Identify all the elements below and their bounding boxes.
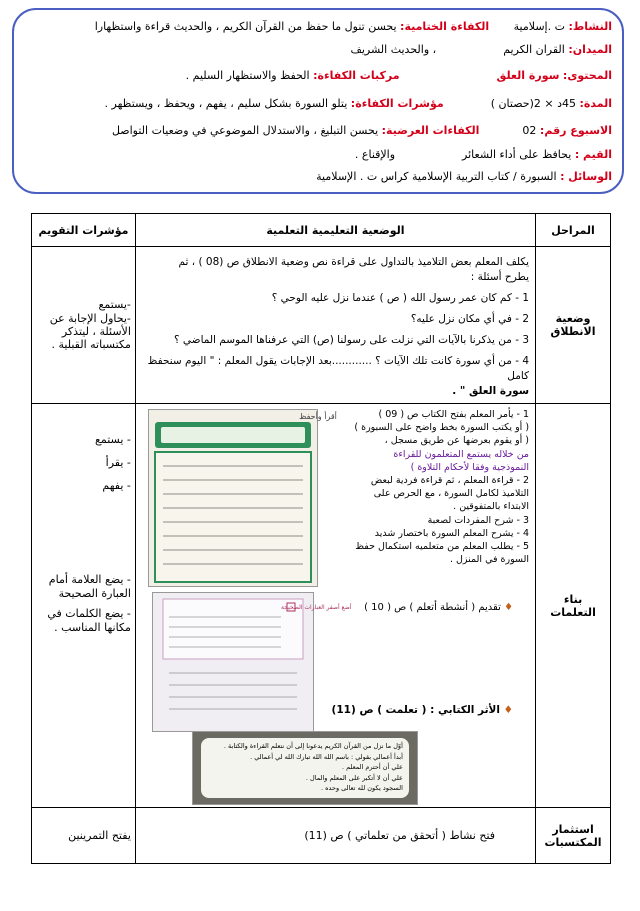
table-row-launch [32,247,611,404]
book-page-svg [149,410,337,586]
launch-line-2: 1 - كم كان عمر رسول الله ( ص ) عندما نزل عليه الوحي ؟ [271,292,530,304]
col-situation: الوضعية التعليمية التعلمية [135,214,535,247]
launch-line-3: 2 - في أي مكان نزل عليه؟ [410,313,530,325]
quiz-page-image [152,592,352,732]
quiz-page-svg [153,593,352,731]
build-line-6: التلاميذ لكامل السورة ، مع الحرص على [373,488,530,500]
invest-line: فتح نشاط ( أتحقق من تعلماتي ) ص (11) [304,829,496,842]
launch-content [135,247,535,404]
launch-line-4: 3 - من يذكرنا بالآيات التي نزلت على رسولنا (ص) التي عرفناها الموسم الماضي ؟ [174,334,530,346]
components-label: مركبات الكفاءة: [313,69,400,82]
week-value: 02 [522,124,537,137]
activity-value: ت .إسلامية [513,20,565,33]
field-line [350,43,612,56]
duration-line [105,97,612,110]
launch-line-5: 4 - من أي سورة كانت تلك الآيات ؟ ............بعد الإجابات يقول المعلم : " اليوم سنحفظ كامل [147,355,530,382]
build-line-0: 1 - يأمر المعلم بفتح الكتاب ص ( 09 ) [378,409,530,420]
duration-label: المدة: [579,97,612,110]
build-eval-4: - يضع الكلمات في مكانها المناسب . [47,607,131,634]
build-line-3: من خلاله يستمع المتعلمون للقراءة [393,448,530,460]
learned-line-2: علي أن أحترم المعلم . [341,763,403,771]
table-row-build [32,404,611,808]
components-value: الحفظ والاستظهار السليم . [185,69,310,82]
activity-label: النشاط: [568,20,612,33]
learned-box-image [192,731,418,805]
stage-launch: وضعية الانطلاق [536,247,611,404]
build-line-8: 3 - شرح المفردات لصعبة [427,514,530,526]
values-value: يحافظ على أداء الشعائر [462,148,572,161]
cross-value: يحسن التبليغ ، والاستدلال الموضوعي في وضعيات التواصل [111,124,379,137]
learned-line-3: علي أن لا أتكبر على المعلم والمال . [305,773,403,782]
activity-line [95,20,612,33]
build-eval [32,404,136,808]
week-label: الاسبوع رقم: [539,124,612,137]
launch-eval [32,247,136,404]
build-steps [334,408,529,566]
content-line [186,69,612,82]
learned-line-4: السجود يكون لله تعالى وحده . [321,784,403,792]
writing-line-build: ♦ الأثر الكتابي : ( تعلمت ) ص (11) [331,704,514,716]
col-stages: المراحل [536,214,611,247]
launch-line-1: يطرح أسئلة : [470,271,530,283]
means-value: السبورة / كتاب التربية الإسلامية كراس ت . الإسلامية [316,170,557,183]
build-eval-3: - يضع العلامة أمام العبارة الصحيحة [48,573,131,600]
competence-value: يحسن تنول ما حفظ من القرآن الكريم ، والحديث قراءة واستظهارا [94,20,397,33]
col-eval: مؤشرات التقويم [32,214,136,247]
values-line [355,148,612,161]
field-label: الميدان: [568,43,612,56]
build-line-5: 2 - قراءة المعلم ، ثم قراءة فردية لبعض [370,475,530,487]
stage-build: بناء التعلمات [536,404,611,808]
writing-activity: الأثر الكتابي : ( تعلمت ) ص (11) [331,704,500,716]
build-eval-0: - يستمع [95,433,131,446]
build-eval-1: - يقرأ [105,456,131,469]
build-line-9: 4 - يشرح المعلم السورة باختصار شديد [374,527,530,539]
means-label: الوسائل : [560,170,612,183]
table-row-invest [32,808,611,864]
stage-invest: استثمار المكتسبات [536,808,611,864]
indicators-label: مؤشرات الكفاءة: [350,97,444,110]
build-line-1: ( أو يكتب السورة بخط واضح على السبورة ) [354,422,530,434]
competence-value-2: ، والحديث الشريف [350,43,437,56]
learn-activity: تقديم ( أنشطة أتعلم ) ص ( 10 ) [364,602,501,613]
table-header-row [32,214,611,247]
invest-eval: يفتح التمرينين [32,808,136,864]
week-line [112,124,612,137]
launch-line-6: سورة العلق " . [452,385,530,397]
launch-line-0: يكلف المعلم بعض التلاميذ بالتداول على قراءة نص وضعية الانطلاق ص (08 ) ، ثم [178,256,530,268]
indicators-value: يتلو السورة بشكل سليم ، يفهم ، ويحفظ ، ويستظهر . [104,97,348,110]
build-line-11: السورة في المنزل . [449,554,530,566]
lesson-table [31,213,611,864]
activity-line-build: ♦ تقديم ( أنشطة أتعلم ) ص ( 10 ) [364,602,514,613]
field-value: القران الكريم [503,43,565,56]
learned-box [201,738,409,798]
content-label: المحتوى: [562,69,612,82]
values-label: القيم : [574,148,612,161]
launch-eval-1: -يحاول الإجابة عن الأسئلة ، ليتذكر مكتسباته القبلية . [49,312,131,351]
build-eval-2: - يفهم [102,479,131,492]
header-box [12,8,624,194]
build-line-10: 5 - يطلب المعلم من متعلميه استكمال حفظ [355,541,530,553]
build-line-7: الابتداء بالمتفوقين . [453,501,530,513]
learned-line-0: أوّل ما نزل من القرآن الكريم يدعونا إلى أن نتعلم القراءة والكتابة . [223,742,403,750]
svg-text:أقرأ وأحفظ: أقرأ وأحفظ [298,412,337,421]
learned-line-1: أبدأ أعمالي بقولي : باسم الله الله تبارك الله لي أعمالي . [250,752,403,761]
duration-value: 45د × 2(حصتان ) [490,97,576,110]
competence-label: الكفاءة الختامية: [400,20,490,33]
values-value-2: والإقناع . [354,148,396,161]
svg-text:أضع أصفر العبارات الصحيحة: أضع أصفر العبارات الصحيحة [280,604,352,611]
launch-eval-0: -يستمع [98,298,131,311]
invest-content [135,808,535,864]
book-page-image [148,409,337,587]
build-line-2: ( أو يقوم بعرضها عن طريق مسجل ، [384,435,530,447]
build-line-4: النموذجية وفقا لأحكام التلاوة ) [410,461,530,473]
build-content [135,404,535,808]
cross-label: الكفاءات العرضية: [381,124,480,137]
means-line [316,170,612,183]
content-value: سورة العلق [496,69,560,82]
